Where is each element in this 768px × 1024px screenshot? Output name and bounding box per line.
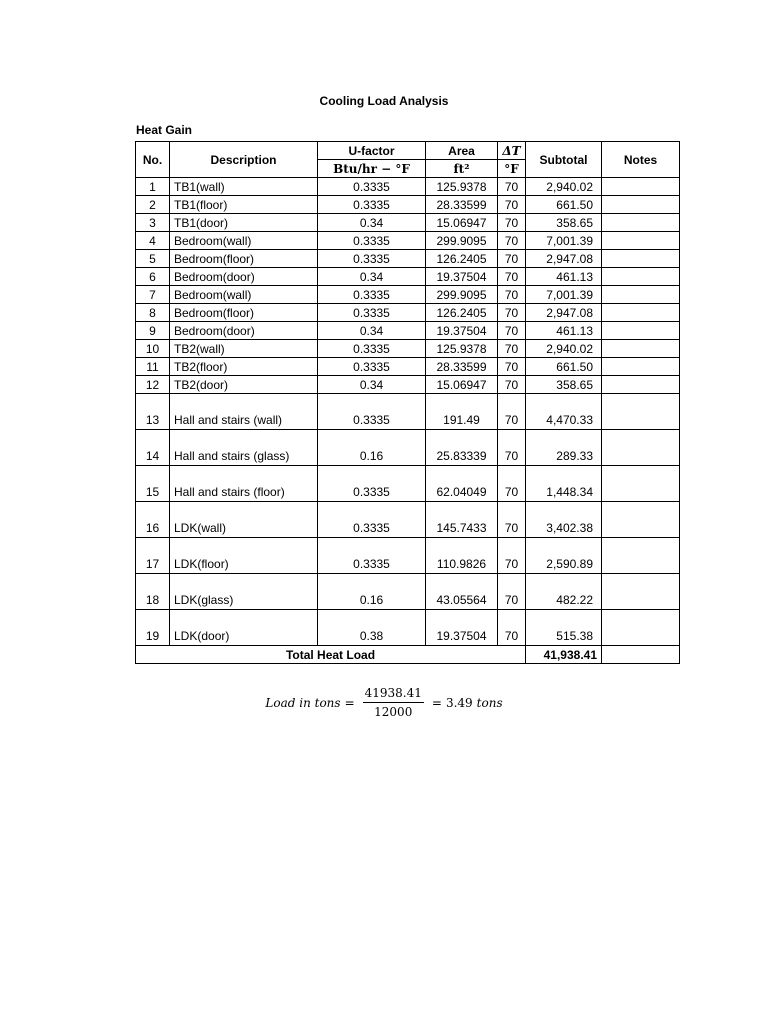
cell-ufactor: 0.3335: [318, 340, 426, 358]
cell-description: TB2(wall): [170, 340, 318, 358]
header-notes: Notes: [602, 142, 680, 178]
cell-subtotal: 1,448.34: [526, 466, 602, 502]
cell-ufactor: 0.3335: [318, 250, 426, 268]
table-row: [136, 214, 680, 232]
header-ufactor: U-factor: [318, 142, 426, 160]
cell-area: 25.83339: [426, 430, 498, 466]
cell-description: Hall and stairs (floor): [170, 466, 318, 502]
cell-description: Bedroom(floor): [170, 250, 318, 268]
cell-notes: [602, 268, 680, 286]
cell-notes: [602, 196, 680, 214]
cell-ufactor: 0.34: [318, 322, 426, 340]
cell-delta-t: 70: [498, 304, 526, 322]
cell-no: 14: [136, 430, 170, 466]
table-row: [136, 358, 680, 376]
cell-no: 18: [136, 574, 170, 610]
table-row: [136, 322, 680, 340]
cell-no: 19: [136, 610, 170, 646]
cell-ufactor: 0.34: [318, 376, 426, 394]
cell-description: Bedroom(door): [170, 268, 318, 286]
cell-ufactor: 0.3335: [318, 304, 426, 322]
cell-area: 110.9826: [426, 538, 498, 574]
cell-no: 15: [136, 466, 170, 502]
table-row: [136, 196, 680, 214]
cell-notes: [602, 322, 680, 340]
load-in-tons-equation: [0, 686, 768, 719]
cell-subtotal: 515.38: [526, 610, 602, 646]
cell-no: 4: [136, 232, 170, 250]
equation-denominator: 12000: [374, 705, 413, 719]
cell-subtotal: 7,001.39: [526, 286, 602, 304]
cell-subtotal: 358.65: [526, 376, 602, 394]
cell-notes: [602, 502, 680, 538]
cell-area: 28.33599: [426, 196, 498, 214]
header-area: Area: [426, 142, 498, 160]
cell-notes: [602, 286, 680, 304]
cell-delta-t: 70: [498, 268, 526, 286]
equation-result: 3.49: [445, 695, 473, 710]
cell-subtotal: 2,590.89: [526, 538, 602, 574]
cell-area: 145.7433: [426, 502, 498, 538]
cell-notes: [602, 610, 680, 646]
table-row: [136, 466, 680, 502]
equation-equals-sign: =: [344, 695, 355, 710]
cell-description: Hall and stairs (glass): [170, 430, 318, 466]
cell-delta-t: 70: [498, 196, 526, 214]
cell-notes: [602, 466, 680, 502]
cell-subtotal: 661.50: [526, 358, 602, 376]
cell-ufactor: 0.34: [318, 214, 426, 232]
cell-area: 125.9378: [426, 340, 498, 358]
equation-equals-sign-2: =: [431, 695, 442, 710]
cell-area: 299.9095: [426, 232, 498, 250]
cell-no: 8: [136, 304, 170, 322]
cell-no: 12: [136, 376, 170, 394]
cell-delta-t: 70: [498, 286, 526, 304]
cell-delta-t: 70: [498, 376, 526, 394]
cell-notes: [602, 340, 680, 358]
cell-delta-t: 70: [498, 538, 526, 574]
cell-ufactor: 0.34: [318, 268, 426, 286]
cell-area: 126.2405: [426, 250, 498, 268]
cell-subtotal: 289.33: [526, 430, 602, 466]
cell-area: 19.37504: [426, 268, 498, 286]
cell-area: 125.9378: [426, 178, 498, 196]
cell-delta-t: 70: [498, 502, 526, 538]
cell-ufactor: 0.16: [318, 430, 426, 466]
cell-delta-t: 70: [498, 250, 526, 268]
cell-delta-t: 70: [498, 610, 526, 646]
total-notes-cell: [602, 646, 680, 664]
cell-delta-t: 70: [498, 322, 526, 340]
cell-description: Bedroom(door): [170, 322, 318, 340]
cell-ufactor: 0.3335: [318, 466, 426, 502]
cell-description: TB1(floor): [170, 196, 318, 214]
page-title: Cooling Load Analysis: [319, 94, 449, 108]
cell-notes: [602, 250, 680, 268]
cell-ufactor: 0.38: [318, 610, 426, 646]
cell-subtotal: 4,470.33: [526, 394, 602, 430]
equation-result-unit: tons: [476, 695, 503, 710]
cell-notes: [602, 574, 680, 610]
cell-subtotal: 2,940.02: [526, 178, 602, 196]
table-row: [136, 538, 680, 574]
cell-area: 126.2405: [426, 304, 498, 322]
cell-description: TB1(door): [170, 214, 318, 232]
table-row: [136, 610, 680, 646]
cell-area: 15.06947: [426, 376, 498, 394]
table-row: [136, 502, 680, 538]
table-row: [136, 232, 680, 250]
cell-ufactor: 0.3335: [318, 232, 426, 250]
cell-area: 299.9095: [426, 286, 498, 304]
cell-subtotal: 2,940.02: [526, 340, 602, 358]
cell-description: Bedroom(floor): [170, 304, 318, 322]
cell-ufactor: 0.16: [318, 574, 426, 610]
cell-delta-t: 70: [498, 394, 526, 430]
cell-delta-t: 70: [498, 430, 526, 466]
cell-area: 19.37504: [426, 322, 498, 340]
cell-subtotal: 7,001.39: [526, 232, 602, 250]
cell-area: 43.05564: [426, 574, 498, 610]
cell-no: 16: [136, 502, 170, 538]
header-description: Description: [170, 142, 318, 178]
header-area-unit: ft²: [426, 160, 498, 178]
table-row: [136, 574, 680, 610]
cell-notes: [602, 538, 680, 574]
cell-notes: [602, 394, 680, 430]
cell-ufactor: 0.3335: [318, 178, 426, 196]
cell-subtotal: 2,947.08: [526, 304, 602, 322]
equation-lhs: Load in tons: [265, 695, 341, 710]
cell-description: LDK(wall): [170, 502, 318, 538]
cell-delta-t: 70: [498, 340, 526, 358]
cell-delta-t: 70: [498, 574, 526, 610]
cell-description: TB2(door): [170, 376, 318, 394]
table-row: [136, 376, 680, 394]
table-row: [136, 340, 680, 358]
cell-description: Hall and stairs (wall): [170, 394, 318, 430]
cell-description: TB1(wall): [170, 178, 318, 196]
cell-no: 10: [136, 340, 170, 358]
table-row: [136, 178, 680, 196]
cell-description: Bedroom(wall): [170, 286, 318, 304]
total-value: 41,938.41: [526, 646, 602, 664]
cell-subtotal: 2,947.08: [526, 250, 602, 268]
cell-area: 28.33599: [426, 358, 498, 376]
cell-no: 11: [136, 358, 170, 376]
table-row: [136, 430, 680, 466]
table-header-row: [136, 142, 680, 160]
cell-no: 17: [136, 538, 170, 574]
heat-gain-table: [135, 141, 680, 664]
table-row: [136, 286, 680, 304]
header-ufactor-unit: Btu/hr − °F: [318, 160, 426, 178]
total-label: Total Heat Load: [136, 646, 526, 664]
cell-subtotal: 461.13: [526, 268, 602, 286]
cell-no: 13: [136, 394, 170, 430]
cell-area: 19.37504: [426, 610, 498, 646]
cell-ufactor: 0.3335: [318, 286, 426, 304]
cell-area: 15.06947: [426, 214, 498, 232]
cell-area: 191.49: [426, 394, 498, 430]
cell-subtotal: 358.65: [526, 214, 602, 232]
cell-subtotal: 461.13: [526, 322, 602, 340]
cell-description: LDK(glass): [170, 574, 318, 610]
header-delta-t-unit: °F: [498, 160, 526, 178]
table-row: [136, 304, 680, 322]
cell-no: 6: [136, 268, 170, 286]
cell-notes: [602, 232, 680, 250]
cell-delta-t: 70: [498, 178, 526, 196]
cell-notes: [602, 214, 680, 232]
cell-area: 62.04049: [426, 466, 498, 502]
cell-delta-t: 70: [498, 232, 526, 250]
header-no: No.: [136, 142, 170, 178]
cell-no: 9: [136, 322, 170, 340]
cell-ufactor: 0.3335: [318, 358, 426, 376]
cell-subtotal: 661.50: [526, 196, 602, 214]
table-row: [136, 394, 680, 430]
cell-ufactor: 0.3335: [318, 502, 426, 538]
equation-fraction: [363, 686, 424, 719]
cell-notes: [602, 430, 680, 466]
header-subtotal: Subtotal: [526, 142, 602, 178]
cell-description: TB2(floor): [170, 358, 318, 376]
header-delta-t: ΔT: [498, 142, 526, 160]
cell-description: LDK(floor): [170, 538, 318, 574]
cell-no: 5: [136, 250, 170, 268]
cell-no: 2: [136, 196, 170, 214]
cell-notes: [602, 376, 680, 394]
section-label-heat-gain: Heat Gain: [136, 123, 193, 137]
cell-notes: [602, 358, 680, 376]
cell-no: 7: [136, 286, 170, 304]
cell-notes: [602, 178, 680, 196]
cell-no: 3: [136, 214, 170, 232]
cell-delta-t: 70: [498, 214, 526, 232]
cell-ufactor: 0.3335: [318, 538, 426, 574]
cell-description: LDK(door): [170, 610, 318, 646]
cell-ufactor: 0.3335: [318, 196, 426, 214]
table-row: [136, 250, 680, 268]
cell-notes: [602, 304, 680, 322]
cell-ufactor: 0.3335: [318, 394, 426, 430]
cell-subtotal: 482.22: [526, 574, 602, 610]
equation-numerator: 41938.41: [363, 686, 424, 703]
cell-delta-t: 70: [498, 358, 526, 376]
table-row: [136, 268, 680, 286]
total-row: [136, 646, 680, 664]
cell-description: Bedroom(wall): [170, 232, 318, 250]
cell-delta-t: 70: [498, 466, 526, 502]
cell-subtotal: 3,402.38: [526, 502, 602, 538]
table-body: [136, 178, 680, 646]
cell-no: 1: [136, 178, 170, 196]
